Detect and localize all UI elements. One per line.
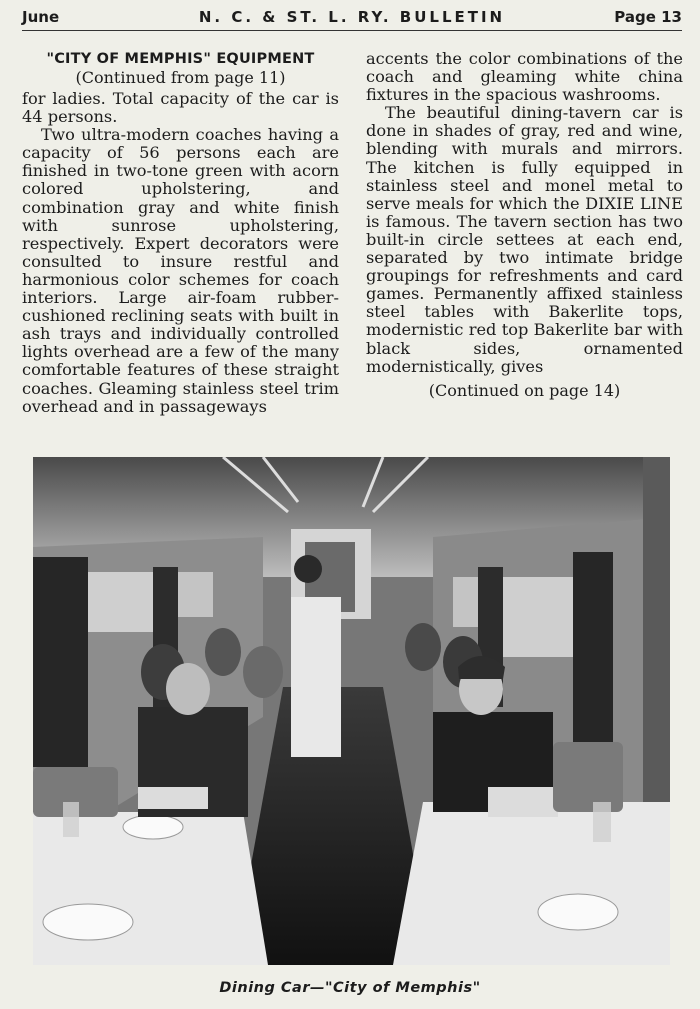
right-paragraph-2: The beautiful dining-tavern car is done in shades of gray, red and wine, blending with murals and mirrors. The kitchen is fully equipped in stainless steel and monel metal to serve meals for which the DIXIE LINE is famous. The tavern section has two built-in circle settees at each end, separated by two intimate bridge groupings for refreshments and card games. Permanently affixed stainless steel tables with Bakerlite tops, modernistic red top Bakerlite bar with black sides, ornamented modernistically, gives — [366, 103, 683, 376]
continued-on: (Continued on page 14) — [428, 380, 621, 400]
photo-caption: Dining Car—"City of Memphis" — [219, 980, 481, 996]
header-rule — [22, 30, 682, 31]
issue-month: June — [22, 8, 60, 26]
right-paragraph-1: accents the color combinations of the coach and gleaming white china fixtures in the spacious washrooms. — [366, 49, 683, 105]
publication-title: N. C. & ST. L. RY. BULLETIN — [198, 8, 506, 26]
left-paragraph-2: Two ultra-modern coaches having a capacity of 56 persons each are finished in two-tone green with acorn colored upholstering, and combination gray and white finish with sunrose upholstering, respectively. Expert decorators were consulted to insure restful and harmonious color schemes for coach interiors. Large air-foam rubber-cushioned reclining seats with built in ash trays and individually controlled lights overhead are a few of the many comfortable features of these straight coaches. Gleaming stainless steel trim overhead and in passageways — [22, 125, 339, 416]
right-column — [366, 50, 683, 400]
left-paragraph-1: for ladies. Total capacity of the car is 44 persons. — [22, 89, 339, 127]
continued-from: (Continued from page 11) — [75, 68, 286, 87]
page-header — [22, 4, 682, 28]
dining-car-photo — [33, 457, 670, 965]
page-number: Page 13 — [614, 8, 682, 26]
article-heading: "CITY OF MEMPHIS" EQUIPMENT — [46, 51, 315, 67]
left-column — [22, 50, 339, 416]
